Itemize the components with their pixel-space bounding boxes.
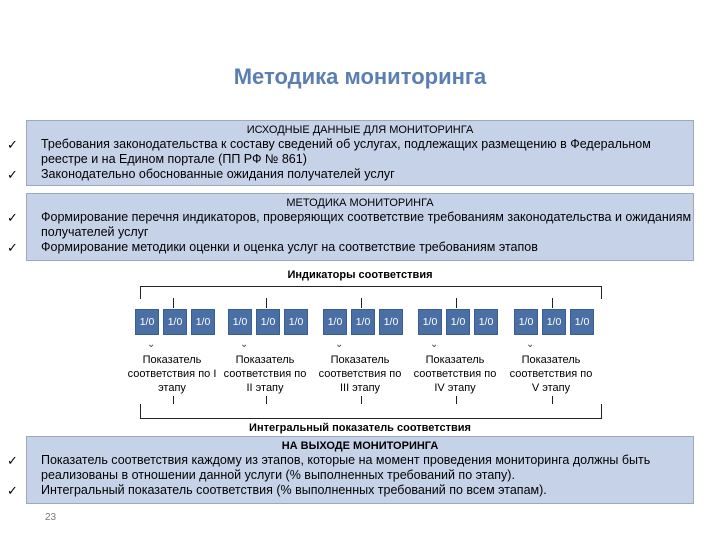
connector-line	[552, 396, 553, 404]
connector-line	[361, 298, 362, 308]
indicator-chip: 1/0	[474, 309, 498, 335]
connector-line	[173, 396, 174, 404]
indicator-chip-row	[514, 309, 594, 335]
checkmark-icon: ✓	[7, 240, 18, 255]
checkmark-icon: ✓	[7, 167, 18, 182]
indicator-chip: 1/0	[135, 309, 159, 335]
method-item	[7, 210, 693, 240]
output-panel	[7, 436, 694, 504]
method-item-text: Формирование перечня индикаторов, проверяющих соответствие требованиям законодательства и ожиданиям получателей услуг	[41, 210, 692, 239]
stage-caption: Показатель соответствия по V этапу	[509, 354, 593, 394]
indicator-chip-row	[135, 309, 215, 335]
connector-line	[266, 396, 267, 404]
brace-icon: ⌄	[335, 339, 344, 350]
output-item-text: Показатель соответствия каждому из этапов, которые на момент проведения мониторинга должны быть реализованы в отношении данной услуги (% выполненных требований по этапу).	[41, 453, 651, 482]
connector-line	[456, 298, 457, 308]
connector-line	[456, 396, 457, 404]
stage-caption: Показатель соответствия по III этапу	[318, 354, 402, 394]
connector-line	[361, 396, 362, 404]
output-item-text: Интегральный показатель соответствия (% выполненных требований по всем этапам).	[41, 483, 547, 497]
checkmark-icon: ✓	[7, 210, 18, 225]
indicator-chip-row	[323, 309, 403, 335]
indicator-chip: 1/0	[256, 309, 280, 335]
integral-label: Интегральный показатель соответствия	[249, 422, 471, 434]
indicator-chip: 1/0	[228, 309, 252, 335]
indicator-chip: 1/0	[570, 309, 594, 335]
brace-icon: ⌄	[147, 339, 156, 350]
checkmark-icon: ✓	[7, 483, 18, 498]
indicator-chip: 1/0	[351, 309, 375, 335]
indicator-chip: 1/0	[379, 309, 403, 335]
checkmark-icon: ✓	[7, 137, 18, 152]
method-header: МЕТОДИКА МОНИТОРИНГА	[286, 197, 434, 209]
method-panel	[7, 193, 694, 261]
indicator-chip: 1/0	[542, 309, 566, 335]
brace-icon: ⌄	[430, 339, 439, 350]
connector-line	[173, 298, 174, 308]
page-title: Методика мониторинга	[233, 64, 487, 89]
indicators-bracket	[140, 286, 602, 299]
inputs-item	[7, 137, 693, 167]
indicator-chip-row	[228, 309, 308, 335]
indicator-chip: 1/0	[418, 309, 442, 335]
stage-caption: Показатель соответствия по I этапу	[127, 354, 217, 394]
indicator-chip: 1/0	[446, 309, 470, 335]
checkmark-icon: ✓	[7, 453, 18, 468]
indicator-chip: 1/0	[514, 309, 538, 335]
output-header: НА ВЫХОДЕ МОНИТОРИНГА	[281, 440, 439, 452]
method-item-text: Формирование методики оценки и оценка услуг на соответствие требованиям этапов	[41, 240, 538, 254]
stage-caption: Показатель соответствия по II этапу	[223, 354, 307, 394]
output-item	[7, 483, 693, 498]
indicators-label: Индикаторы соответствия	[287, 269, 433, 281]
indicator-chip: 1/0	[323, 309, 347, 335]
output-item	[7, 453, 693, 483]
indicator-chip: 1/0	[284, 309, 308, 335]
connector-line	[552, 298, 553, 308]
stage-caption: Показатель соответствия по IV этапу	[413, 354, 497, 394]
indicator-chip-row	[418, 309, 498, 335]
inputs-item	[7, 167, 693, 182]
page-number: 23	[45, 512, 57, 523]
inputs-item-text: Законодательно обоснованные ожидания получателей услуг	[41, 167, 395, 181]
integral-bracket	[140, 404, 602, 419]
indicator-chip: 1/0	[163, 309, 187, 335]
indicator-chip: 1/0	[191, 309, 215, 335]
connector-line	[266, 298, 267, 308]
inputs-panel	[7, 120, 694, 186]
brace-icon: ⌄	[526, 339, 535, 350]
inputs-header: ИСХОДНЫЕ ДАННЫЕ ДЛЯ МОНИТОРИНГА	[246, 124, 474, 136]
brace-icon: ⌄	[240, 339, 249, 350]
method-item	[7, 240, 693, 255]
inputs-item-text: Требования законодательства к составу сведений об услугах, подлежащих размещению в Федеральном реестре и на Едином портале (ПП РФ № 861)	[41, 137, 651, 166]
